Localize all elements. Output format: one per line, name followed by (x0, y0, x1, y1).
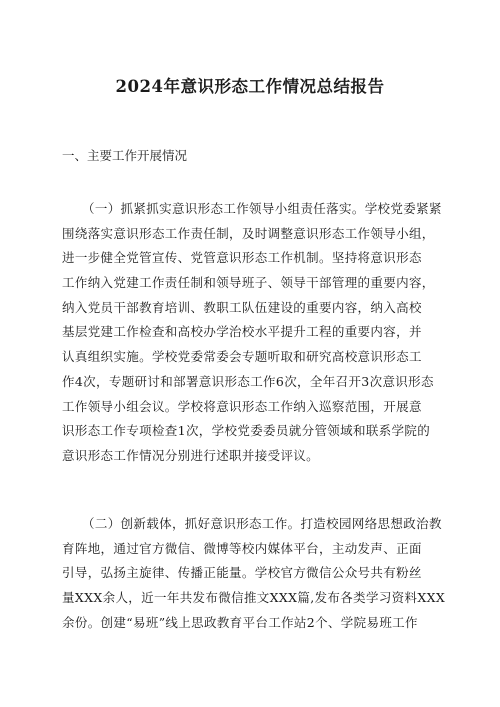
paragraph-line: 围绕落实意识形态工作责任制，及时调整意识形态工作领导小组， (62, 225, 435, 241)
paragraph-innovation (62, 512, 446, 635)
paragraph-line: 进一步健全党管宣传、党管意识形态工作机制。坚持将意识形态 (62, 250, 422, 266)
paragraph-line: 纳入党员干部教育培训、教职工队伍建设的重要内容，纳入高校 (62, 299, 422, 315)
paragraph-line: 引导，弘扬主旋律、传播正能量。学校官方微信公众号共有粉丝 (62, 565, 422, 581)
paragraph-line: 认真组织实施。学校党委常委会专题听取和研究高校意识形态工 (62, 349, 422, 365)
paragraph-line: 余份。创建“易班”线上思政教育平台工作站2个、学院易班工作 (62, 614, 418, 630)
paragraph-line: 量XXX余人，近一年共发布微信推文XXX篇,发布各类学习资料XXX (62, 590, 446, 606)
paragraph-line: 基层党建工作检查和高校办学治校水平提升工程的重要内容，并 (62, 324, 422, 340)
paragraph-line: 工作领导小组会议。学校将意识形态工作纳入巡察范围，开展意 (62, 398, 422, 414)
paragraph-line: 意识形态工作情况分别进行述职并接受评议。 (62, 447, 320, 463)
paragraph-line: （一）抓紧抓实意识形态工作领导小组责任落实。学校党委紧紧 (82, 201, 442, 216)
document-title: 2024年意识形态工作情况总结报告 (115, 77, 385, 96)
paragraph-line: 识形态工作专项检查1次，学校党委委员就分管领域和联系学院的 (62, 423, 431, 439)
paragraph-line: 工作纳入党建工作责任制和领导班子、领导干部管理的重要内容， (62, 275, 435, 291)
paragraph-line: （二）创新载体，抓好意识形态工作。打造校园网络思想政治教 (82, 516, 442, 531)
paragraph-line: 育阵地，通过官方微信、微博等校内媒体平台，主动发声、正面 (62, 540, 422, 556)
paragraph-line: 作4次，专题研讨和部署意识形态工作6次，全年召开3次意识形态 (62, 373, 434, 389)
section-heading: 一、主要工作开展情况 (62, 148, 188, 163)
paragraph-responsibility (62, 197, 442, 469)
